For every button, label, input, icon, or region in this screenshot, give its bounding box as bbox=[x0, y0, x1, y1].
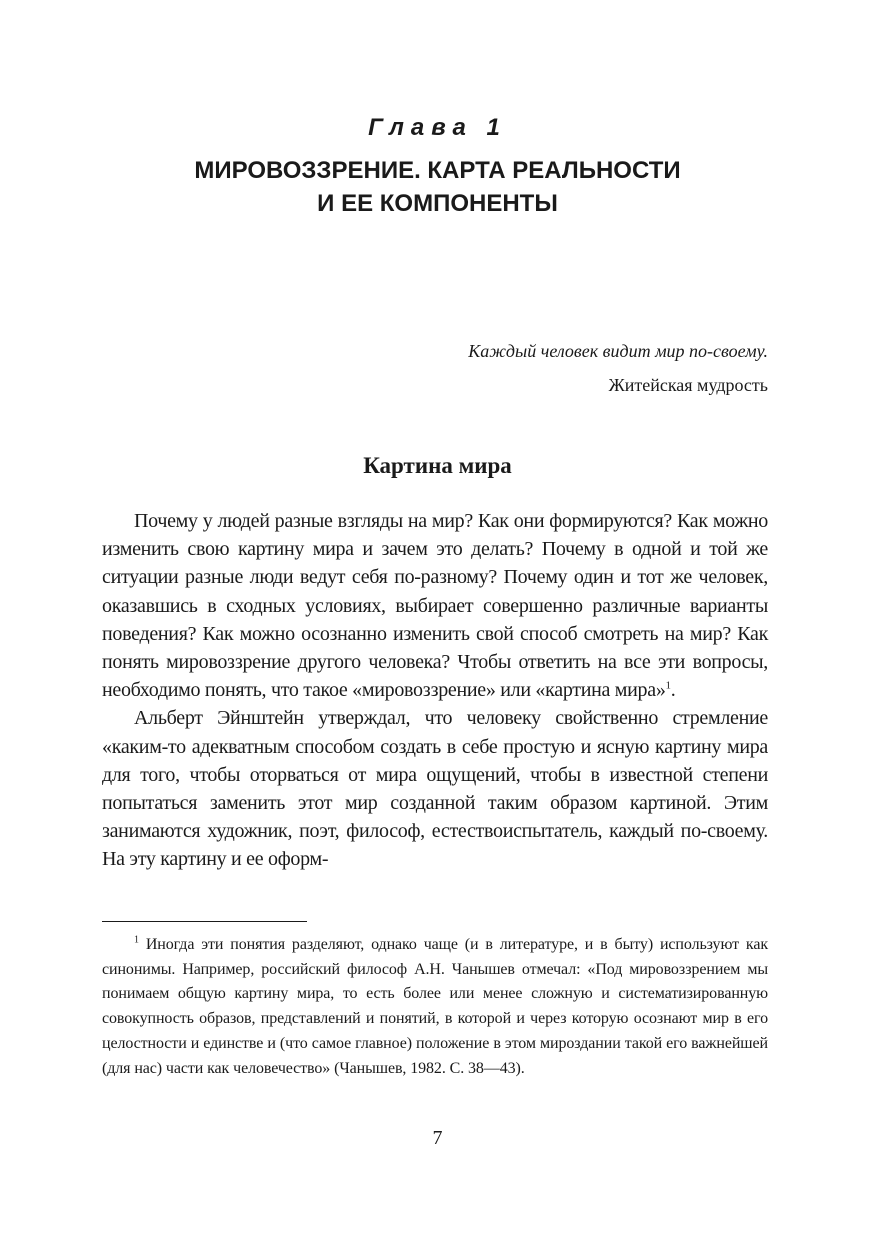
paragraph-1-tail: . bbox=[670, 679, 676, 702]
paragraph-1 bbox=[102, 507, 768, 704]
chapter-label: Глава 1 bbox=[368, 114, 507, 141]
epigraph-quote: Каждый человек видит мир по-своему. bbox=[468, 341, 768, 361]
footnote-marker: 1 bbox=[134, 934, 139, 946]
chapter-title bbox=[0, 154, 875, 220]
footnote bbox=[102, 933, 768, 1081]
chapter-title-line-2: И ЕЕ КОМПОНЕНТЫ bbox=[317, 190, 558, 217]
footnote-reference[interactable]: 1 bbox=[665, 679, 671, 692]
chapter-title-line-1: МИРОВОЗЗРЕНИЕ. КАРТА РЕАЛЬНОСТИ bbox=[194, 157, 681, 184]
footnote-text: Иногда эти понятия разделяют, однако чаще (и в литературе, и в быту) используют как синонимы. Например, российский философ А.Н. Чанышев отмечал: «Под мировоззрением мы понимаем общую картину мира, то есть более или менее сложную и систематизированную совокупность образов, представлений и понятий, в которой и через которую осознают мир в его целостности и единстве и (что самое главное) положение в этом мироздании такой его важнейшей (для нас) части как человечество» (Чанышев, 1982. С. 38—43). bbox=[102, 936, 768, 1077]
paragraph-1-text: Почему у людей разные взгляды на мир? Как они формируются? Как можно изменить свою картину мира и зачем это делать? Почему в одной и той же ситуации разные люди ведут себя по-разному? Почему один и тот же человек, оказавшись в сходных условиях, выбирает совершенно различные варианты поведения? Как можно осознанно изменить свой способ смотреть на мир? Как понять мировоззрение другого человека? Чтобы ответить на все эти вопросы, необходимо понять, что такое «мировоззрение» или «картина мира» bbox=[102, 510, 768, 702]
paragraph-2: Альберт Эйнштейн утверждал, что человеку свойственно стремление «каким-то адекватным способом создать в себе простую и ясную картину мира для того, чтобы оторваться от мира ощущений, чтобы в известной степени попытаться заменить этот мир созданной таким образом картиной. Этим занимаются художник, поэт, философ, естествоиспытатель, каждый по-своему. На эту картину и ее оформ- bbox=[102, 707, 768, 871]
page-number: 7 bbox=[432, 1127, 443, 1149]
section-title: Картина мира bbox=[363, 453, 512, 478]
epigraph-attribution: Житейская мудрость bbox=[608, 375, 768, 395]
epigraph bbox=[468, 334, 768, 402]
footnote-divider bbox=[102, 921, 307, 922]
body-text bbox=[102, 507, 768, 874]
